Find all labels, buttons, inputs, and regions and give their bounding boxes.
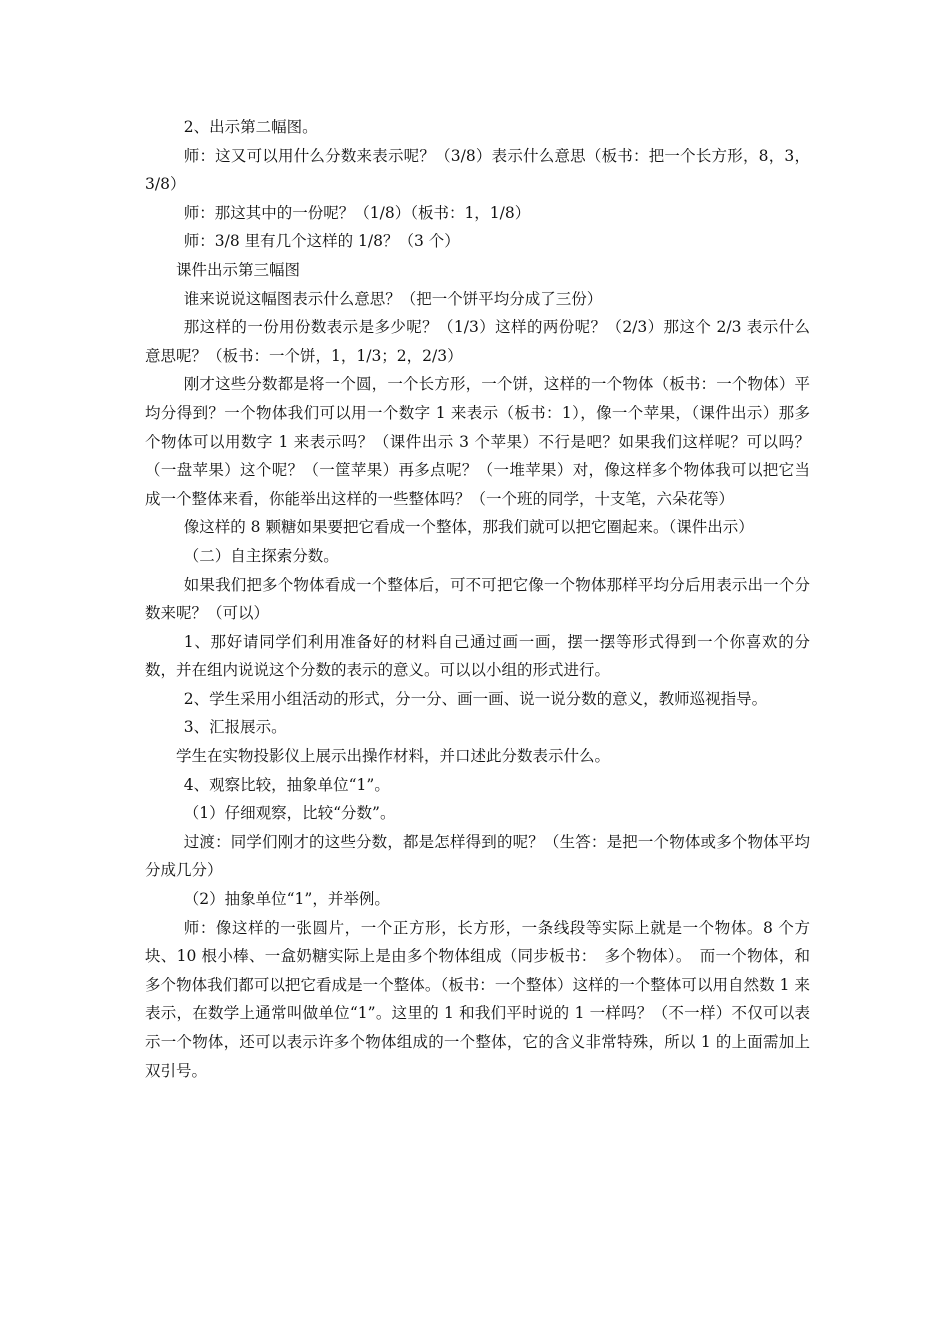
paragraph: 3、汇报展示。 bbox=[183, 718, 287, 737]
paragraph: 师：这又可以用什么分数来表示呢？（3/8）表示什么意思（板书：把一个长方形，8，3，3/8） bbox=[145, 146, 810, 194]
paragraph: （二）自主探索分数。 bbox=[183, 546, 339, 565]
paragraph: （2）抽象单位“1”，并举例。 bbox=[183, 890, 390, 909]
paragraph: 谁来说说这幅图表示什么意思？（把一个饼平均分成了三份） bbox=[183, 289, 603, 308]
paragraph: （1）仔细观察，比较“分数”。 bbox=[183, 804, 396, 823]
paragraph: 如果我们把多个物体看成一个整体后，可不可把它像一个物体那样平均分后用表示出一个分数来呢？（可以） bbox=[145, 575, 810, 623]
paragraph: 2、出示第二幅图。 bbox=[183, 118, 318, 136]
paragraph: 学生在实物投影仪上展示出操作材料，并口述此分数表示什么。 bbox=[176, 747, 611, 766]
document-body bbox=[145, 113, 810, 1085]
paragraph: 像这样的 8 颗糖如果要把它看成一个整体，那我们就可以把它圈起来。（课件出示） bbox=[183, 518, 754, 537]
paragraph: 那这样的一份用份数表示是多少呢？（1/3）这样的两份呢？（2/3）那这个 2/3 表示什么意思呢？（板书：一个饼，1，1/3；2，2/3） bbox=[145, 318, 810, 365]
paragraph: 师：像这样的一张圆片，一个正方形，长方形，一条线段等实际上就是一个物体。8 个方块、10 根小棒、一盒奶糖实际上是由多个物体组成（同步板书： 多个物体）。 而一个物体，和多个物体我们都可以把它看成是一个整体。（板书：一个整体）这样的一个整体可以用自然数 1 来表示，在数学上通常叫做单位“1”。这里的 1 和我们平时说的 1 一样吗？（不一样）不仅可以表示一个物体，还可以表示许多个物体组成的一个整体，它的含义非常特殊，所以 1 的上面需加上双引号。 bbox=[145, 918, 810, 1080]
paragraph: 过渡：同学们刚才的这些分数，都是怎样得到的呢？（生答：是把一个物体或多个物体平均分成几分） bbox=[145, 832, 810, 880]
paragraph: 4、观察比较，抽象单位“1”。 bbox=[183, 775, 390, 794]
paragraph: 师：那这其中的一份呢？（1/8）（板书：1，1/8） bbox=[183, 203, 531, 222]
paragraph: 课件出示第三幅图 bbox=[176, 260, 301, 279]
paragraph: 刚才这些分数都是将一个圆，一个长方形，一个饼，这样的一个物体（板书：一个物体）平均分得到？一个物体我们可以用一个数字 1 来表示（板书：1），像一个苹果，（课件出示）那多个物体可以用数字 1 来表示吗？（课件出示 3 个苹果）不行是吧？如果我们这样呢？可以吗？（一盘苹果）这个呢？（一筐苹果）再多点呢？（一堆苹果）对，像这样多个物体我可以把它当成一个整体来看，你能举出这样的一些整体吗？（一个班的同学，十支笔，六朵花等） bbox=[145, 375, 810, 508]
paragraph: 师：3/8 里有几个这样的 1/8？（3 个） bbox=[183, 232, 460, 251]
paragraph: 2、学生采用小组活动的形式，分一分、画一画、说一说分数的意义，教师巡视指导。 bbox=[183, 689, 768, 708]
paragraph: 1、那好请同学们利用准备好的材料自己通过画一画，摆一摆等形式得到一个你喜欢的分数，并在组内说说这个分数的表示的意义。可以以小组的形式进行。 bbox=[145, 632, 810, 680]
